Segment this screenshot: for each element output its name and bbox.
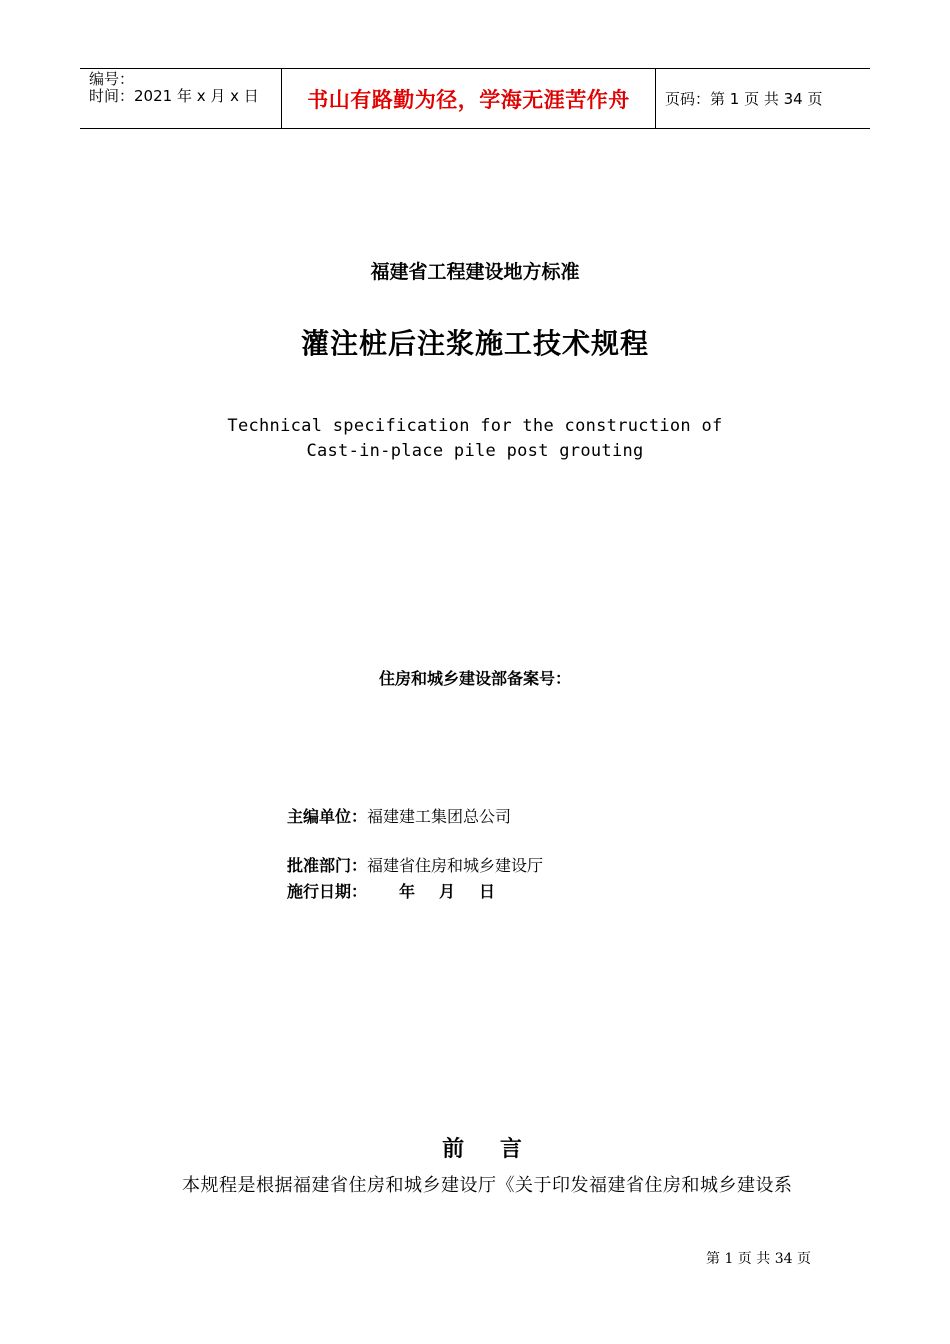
preface-heading: 前 言 [442, 1136, 536, 1162]
editor-label: 主编单位： [287, 807, 368, 826]
approval-label: 批准部门： [287, 856, 368, 875]
header-page-cell [656, 69, 870, 128]
editor-line [287, 804, 511, 827]
document-title-cn: 灌注桩后注浆施工技术规程 [300, 327, 649, 360]
header-meta-cell [80, 69, 282, 128]
standard-type-heading: 福建省工程建设地方标准 [370, 261, 580, 283]
effective-month: 月 [439, 882, 456, 901]
document-title-en-line1: Technical specification for the construction of [227, 416, 723, 436]
effective-date-label: 施行日期： [287, 882, 368, 901]
record-number-label: 住房和城乡建设部备案号： [378, 669, 571, 688]
header-motto-cell [282, 69, 656, 128]
preface-paragraph: 本规程是根据福建省住房和城乡建设厅《关于印发福建省住房和城乡建设系 [182, 1175, 793, 1196]
effective-date-line [287, 879, 495, 902]
footer-page-info: 第 1 页 共 34 页 [706, 1251, 811, 1267]
document-title-en-line2: Cast-in-place pile post grouting [306, 441, 644, 461]
document-number-label: 编号： [89, 70, 135, 88]
editor-value: 福建建工集团总公司 [367, 807, 512, 826]
header-motto: 书山有路勤为径，学海无涯苦作舟 [307, 87, 630, 112]
page-header [80, 68, 870, 129]
effective-day: 日 [479, 882, 496, 901]
effective-year: 年 [399, 882, 416, 901]
header-page-info: 页码：第 1 页 共 34 页 [665, 90, 823, 108]
approval-line [287, 853, 543, 876]
document-time-label: 时间：2021 年 x 月 x 日 [89, 87, 259, 105]
approval-value: 福建省住房和城乡建设厅 [367, 856, 544, 875]
